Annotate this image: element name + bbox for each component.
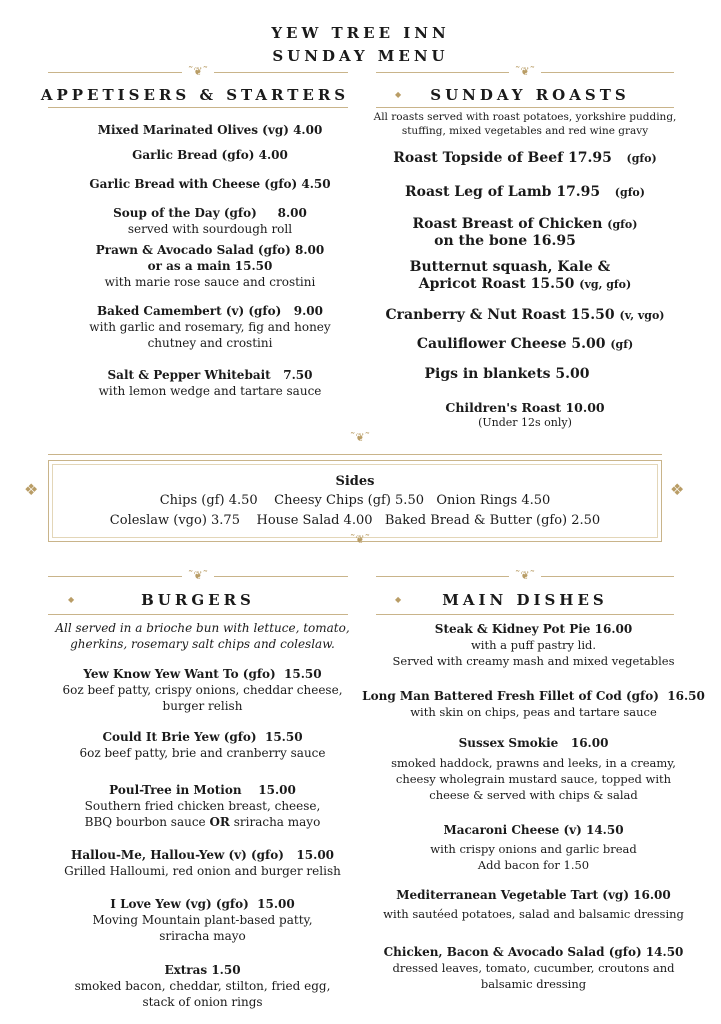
menu-item: Hallou-Me, Hallou-Yew (v) (gfo) 15.00 Grilled Halloumi, red onion and burger relish: [64, 848, 341, 878]
menu-item: Poul-Tree in Motion 15.00 Southern fried chicken breast, cheese, BBQ bourbon sauce OR sriracha mayo: [84, 783, 321, 829]
menu-item: Mixed Marinated Olives (vg) 4.00: [97, 123, 323, 137]
sides-line2: Coleslaw (vgo) 3.75 House Salad 4.00 Baked Bread & Butter (gfo) 2.50: [109, 513, 601, 528]
menu-item: Chicken, Bacon & Avocado Salad (gfo) 14.50 dressed leaves, tomato, cucumber, croutons and balsamic dressing: [383, 945, 684, 991]
menu-item: Mediterranean Vegetable Tart (vg) 16.00 with sautéed potatoes, salad and balsamic dressing: [383, 888, 684, 921]
menu-item: Salt & Pepper Whitebait 7.50 with lemon wedge and tartare sauce: [98, 368, 322, 398]
burgers-heading: BURGERS: [141, 591, 255, 609]
diamond-icon: ◆: [68, 595, 75, 604]
menu-item: Garlic Bread (gfo) 4.00: [132, 148, 288, 162]
sides-top-ornament: ˜❦˜: [349, 431, 371, 444]
menu-item: Steak & Kidney Pot Pie 16.00 with a puff pastry lid. Served with creamy mash and mixed vegetables: [392, 622, 675, 668]
mains-heading: MAIN DISHES: [442, 591, 608, 609]
sides-section: [52, 473, 658, 531]
menu-title-line1: YEW TREE INN: [271, 24, 450, 42]
roast-item: Butternut squash, Kale & Apricot Roast 15.50 (vg, gfo): [409, 259, 632, 292]
appetisers-underline: [48, 107, 348, 108]
menu-item: Sussex Smokie 16.00 smoked haddock, prawns and leeks, in a creamy, cheesy wholegrain mustard sauce, topped with cheese & served with chips & salad: [391, 736, 676, 802]
sides-heading: Sides: [335, 474, 375, 489]
menu-item: Could It Brie Yew (gfo) 15.50 6oz beef patty, brie and cranberry sauce: [79, 730, 326, 760]
menu-item: I Love Yew (vg) (gfo) 15.00 Moving Mountain plant-based patty, sriracha mayo: [92, 897, 313, 943]
sides-bottom-ornament: ˜❦˜: [349, 533, 371, 546]
diamond-icon: ◆: [395, 90, 402, 99]
menu-item: Soup of the Day (gfo) 8.00 served with sourdough roll: [113, 206, 307, 236]
burgers-underline: [48, 614, 348, 615]
right-scroll-icon: ❖: [670, 480, 685, 499]
menu-item: Macaroni Cheese (v) 14.50 with crispy onions and garlic bread Add bacon for 1.50: [430, 823, 637, 872]
left-scroll-icon: ❖: [24, 480, 39, 499]
menu-item: Prawn & Avocado Salad (gfo) 8.00 or as a main 15.50 with marie rose sauce and crostini: [95, 243, 325, 289]
mains-ornament: ˜❦˜: [376, 570, 674, 582]
roasts-underline: [376, 107, 674, 108]
menu-title-line2: SUNDAY MENU: [272, 47, 449, 65]
appetisers-heading: APPETISERS & STARTERS: [40, 86, 350, 104]
sides-line1: Chips (gf) 4.50 Cheesy Chips (gf) 5.50 Onion Rings 4.50: [159, 493, 551, 508]
roast-item: Roast Breast of Chicken (gfo) on the bone 16.95: [412, 216, 638, 249]
roasts-heading: SUNDAY ROASTS: [430, 86, 630, 104]
roast-item: Pigs in blankets 5.00: [424, 366, 590, 382]
burgers-intro: All served in a brioche bun with lettuce, tomato, gherkins, rosemary salt chips and coleslaw.: [55, 621, 350, 651]
menu-item: Yew Know Yew Want To (gfo) 15.50 6oz beef patty, crispy onions, cheddar cheese, burger relish: [62, 667, 343, 713]
diamond-icon: ◆: [395, 595, 402, 604]
burgers-ornament: ˜❦˜: [48, 570, 348, 582]
roast-item: Roast Topside of Beef 17.95 (gfo): [393, 150, 657, 166]
roasts-intro: All roasts served with roast potatoes, yorkshire pudding, stuffing, mixed vegetables and red wine gravy: [373, 111, 677, 137]
menu-item: Baked Camembert (v) (gfo) 9.00 with garlic and rosemary, fig and honey chutney and crostini: [89, 304, 331, 350]
top-right-ornament: ˜❦˜: [376, 66, 674, 78]
roast-item: Cranberry & Nut Roast 15.50 (v, vgo): [385, 307, 665, 323]
menu-item: Long Man Battered Fresh Fillet of Cod (gfo) 16.50 with skin on chips, peas and tartare sauce: [362, 689, 705, 719]
roast-item: Roast Leg of Lamb 17.95 (gfo): [405, 184, 645, 200]
top-left-ornament: ˜❦˜: [48, 66, 348, 78]
roast-item: Children's Roast 10.00 (Under 12s only): [445, 400, 605, 429]
menu-item: Garlic Bread with Cheese (gfo) 4.50: [89, 177, 331, 191]
menu-item: Extras 1.50 smoked bacon, cheddar, stilton, fried egg, stack of onion rings: [74, 963, 331, 1009]
mains-underline: [376, 614, 674, 615]
roast-item: Cauliflower Cheese 5.00 (gf): [416, 336, 634, 352]
